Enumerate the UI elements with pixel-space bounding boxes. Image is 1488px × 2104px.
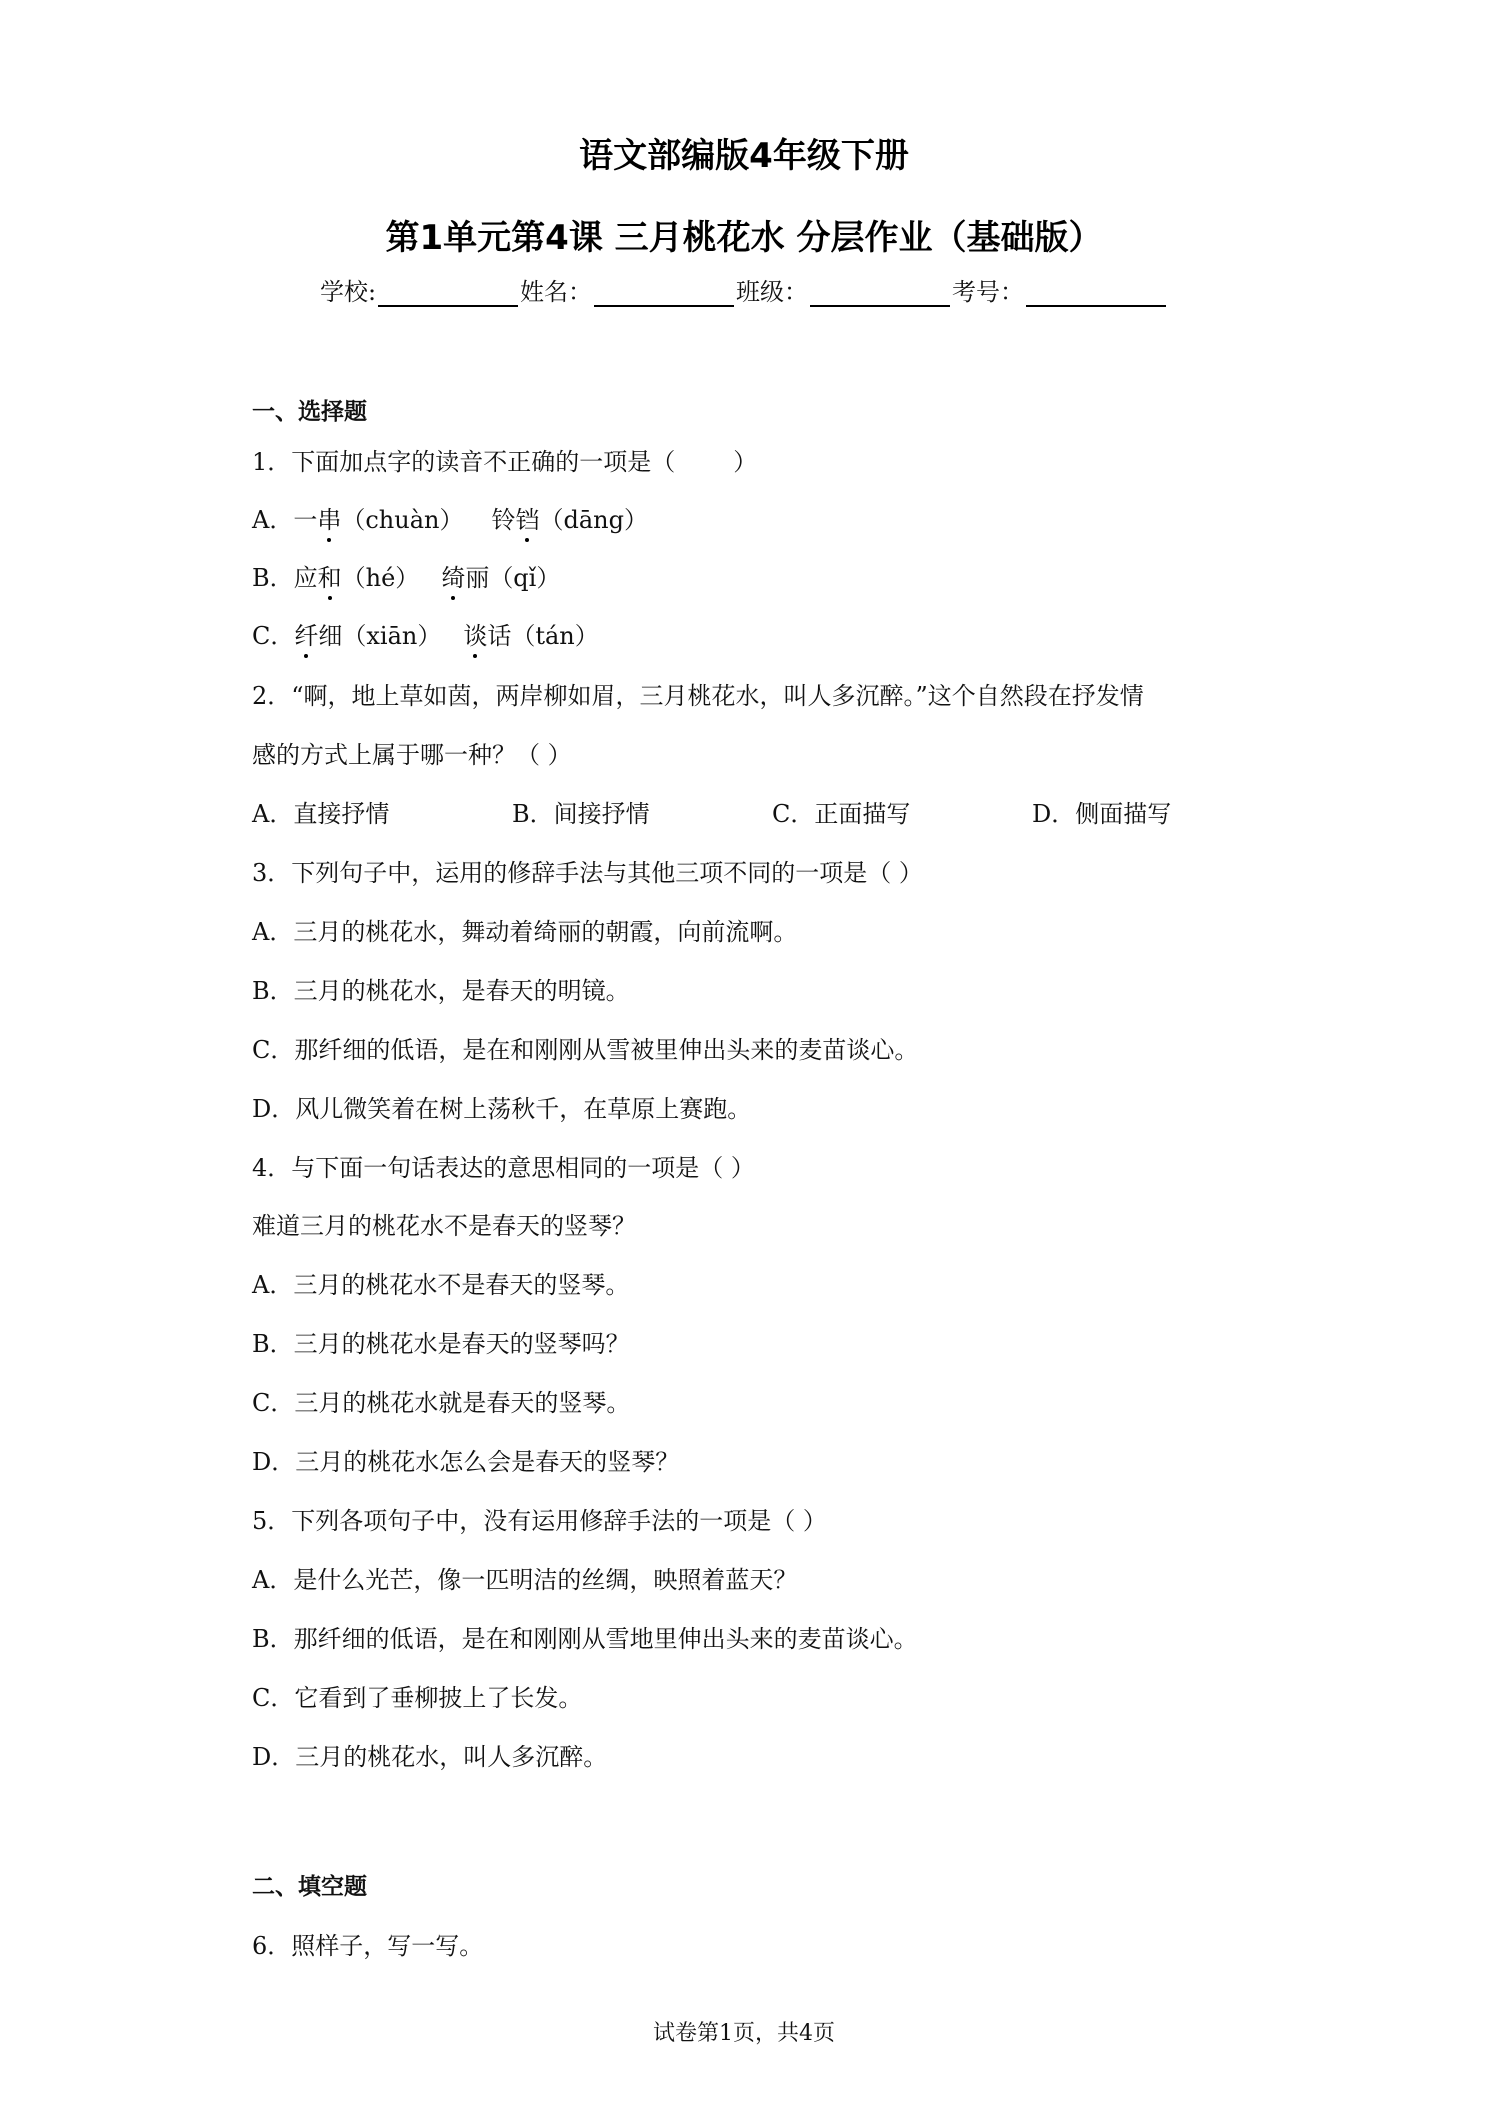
class-blank[interactable] xyxy=(810,281,950,307)
question-4-stem: 4．与下面一句话表达的意思相同的一项是（ ） xyxy=(252,1154,755,1182)
exam-no-blank[interactable] xyxy=(1026,281,1166,307)
question-4-option-d: D．三月的桃花水怎么会是春天的竖琴？ xyxy=(252,1448,680,1476)
section-heading-fill: 二、填空题 xyxy=(252,1874,367,1900)
question-5-stem: 5．下列各项句子中，没有运用修辞手法的一项是（ ） xyxy=(252,1507,827,1535)
question-3-option-a: A．三月的桃花水，舞动着绮丽的朝霞，向前流啊。 xyxy=(252,918,798,946)
question-2-option-d: D．侧面描写 xyxy=(1032,800,1172,828)
name-blank[interactable] xyxy=(594,281,734,307)
school-label: 学校: xyxy=(319,278,377,306)
question-2-stem-line2: 感的方式上属于哪一种？（ ） xyxy=(252,741,572,769)
student-info-row xyxy=(0,272,1488,307)
name-label: 姓名： xyxy=(520,278,593,306)
question-2-stem-line1: 2．“啊，地上草如茵，两岸柳如眉，三月桃花水，叫人多沉醉。”这个自然段在抒发情 xyxy=(252,682,1144,710)
question-2-options xyxy=(252,794,1252,828)
question-1-stem: 1．下面加点字的读音不正确的一项是（ ） xyxy=(252,448,758,476)
school-blank[interactable] xyxy=(378,281,518,307)
question-4-option-a: A．三月的桃花水不是春天的竖琴。 xyxy=(252,1271,630,1299)
question-1-option-b: B．应和（hé） 绮丽（qǐ） xyxy=(252,558,560,593)
question-2-option-a: A．直接抒情 xyxy=(252,800,390,828)
question-3-stem: 3．下列句子中，运用的修辞手法与其他三项不同的一项是（ ） xyxy=(252,859,923,887)
question-5-option-c: C．它看到了垂柳披上了长发。 xyxy=(252,1684,583,1712)
question-3-option-c: C．那纤细的低语，是在和刚刚从雪被里伸出头来的麦苗谈心。 xyxy=(252,1036,919,1064)
question-5-option-d: D．三月的桃花水，叫人多沉醉。 xyxy=(252,1743,608,1771)
question-3-option-d: D．风儿微笑着在树上荡秋千，在草原上赛跑。 xyxy=(252,1095,752,1123)
question-3-option-b: B．三月的桃花水，是春天的明镜。 xyxy=(252,977,630,1005)
question-2-option-c: C．正面描写 xyxy=(772,800,911,828)
page-footer: 试卷第1页，共4页 xyxy=(653,2021,835,2046)
section-heading-choice: 一、选择题 xyxy=(252,399,367,425)
question-1-option-a: A．一串（chuàn） 铃铛（dāng） xyxy=(252,500,648,535)
question-2-option-b: B．间接抒情 xyxy=(512,800,650,828)
question-4-option-b: B．三月的桃花水是春天的竖琴吗？ xyxy=(252,1330,630,1358)
page-title: 语文部编版4年级下册 xyxy=(579,136,909,176)
question-5-option-b: B．那纤细的低语，是在和刚刚从雪地里伸出头来的麦苗谈心。 xyxy=(252,1625,918,1653)
question-4-sentence: 难道三月的桃花水不是春天的竖琴？ xyxy=(252,1212,636,1240)
question-5-option-a: A．是什么光芒，像一匹明洁的丝绸，映照着蓝天？ xyxy=(252,1566,798,1594)
exam-no-label: 考号： xyxy=(952,278,1025,306)
page-subtitle: 第1单元第4课 三月桃花水 分层作业（基础版） xyxy=(385,218,1103,258)
question-1-option-c: C．纤细（xiān） 谈话（tán） xyxy=(252,616,599,651)
question-4-option-c: C．三月的桃花水就是春天的竖琴。 xyxy=(252,1389,631,1417)
class-label: 班级： xyxy=(736,278,809,306)
question-6-stem: 6．照样子，写一写。 xyxy=(252,1932,484,1960)
